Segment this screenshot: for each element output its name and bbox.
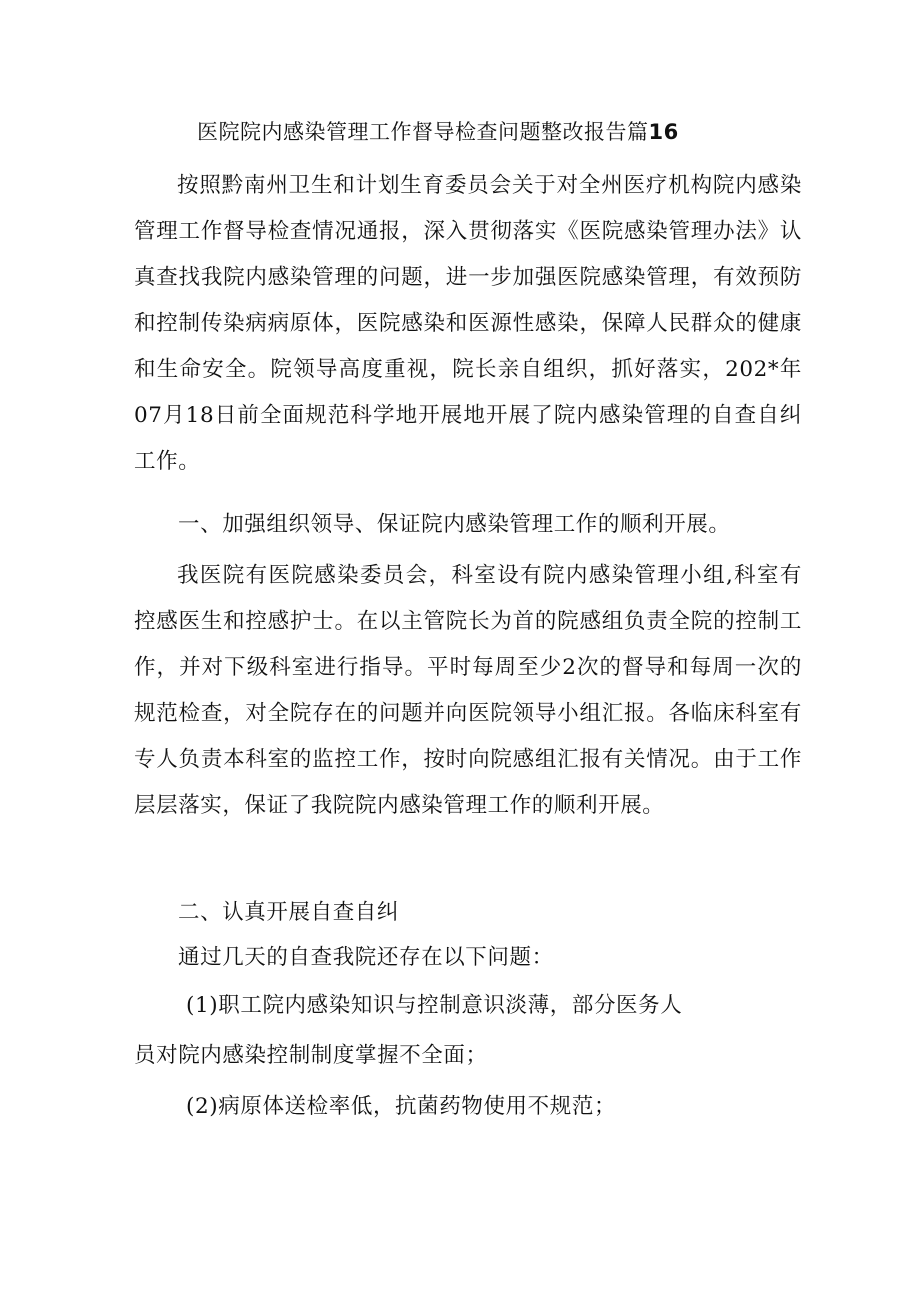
item-2: (2)病原体送检率低，抗菌药物使用不规范； [186, 1094, 617, 1119]
title-text: 医院院内感染管理工作督导检查问题整改报告篇 [197, 120, 649, 144]
item-1-line-2: 员对院内感染控制制度掌握不全面； [134, 1043, 488, 1068]
item-1-line-1: (1)职工院内感染知识与控制意识淡薄，部分医务人 [186, 993, 683, 1018]
section2-intro: 通过几天的自查我院还存在以下问题： [178, 945, 554, 970]
title-number: 16 [648, 120, 679, 144]
section1-heading: 一、加强组织领导、保证院内感染管理工作的顺利开展。 [178, 512, 731, 537]
section2-heading: 二、认真开展自查自纠 [178, 900, 400, 925]
intro-paragraph: 按照黔南州卫生和计划生育委员会关于对全州医疗机构院内感染管理工作督导检查情况通报，深入贯彻落实《医院感染管理办法》认真查找我院内感染管理的问题，进一步加强医院感染管理，有效预防和控制传染病病原体，医院感染和医源性感染，保障人民群众的健康和生命安全。院领导高度重视，院长亲自组织，抓好落实，202*年07月18日前全面规范科学地开展地开展了院内感染管理的自查自纠工作。 [134, 173, 802, 474]
section1-body: 我医院有医院感染委员会，科室设有院内感染管理小组,科室有控感医生和控感护士。在以主管院长为首的院感组负责全院的控制工作，并对下级科室进行指导。平时每周至少2次的督导和每周一次的规范检查，对全院存在的问题并向医院领导小组汇报。各临床科室有专人负责本科室的监控工作，按时向院感组汇报有关情况。由于工作层层落实，保证了我院院内感染管理工作的顺利开展。 [134, 563, 802, 818]
document-title [197, 117, 757, 147]
